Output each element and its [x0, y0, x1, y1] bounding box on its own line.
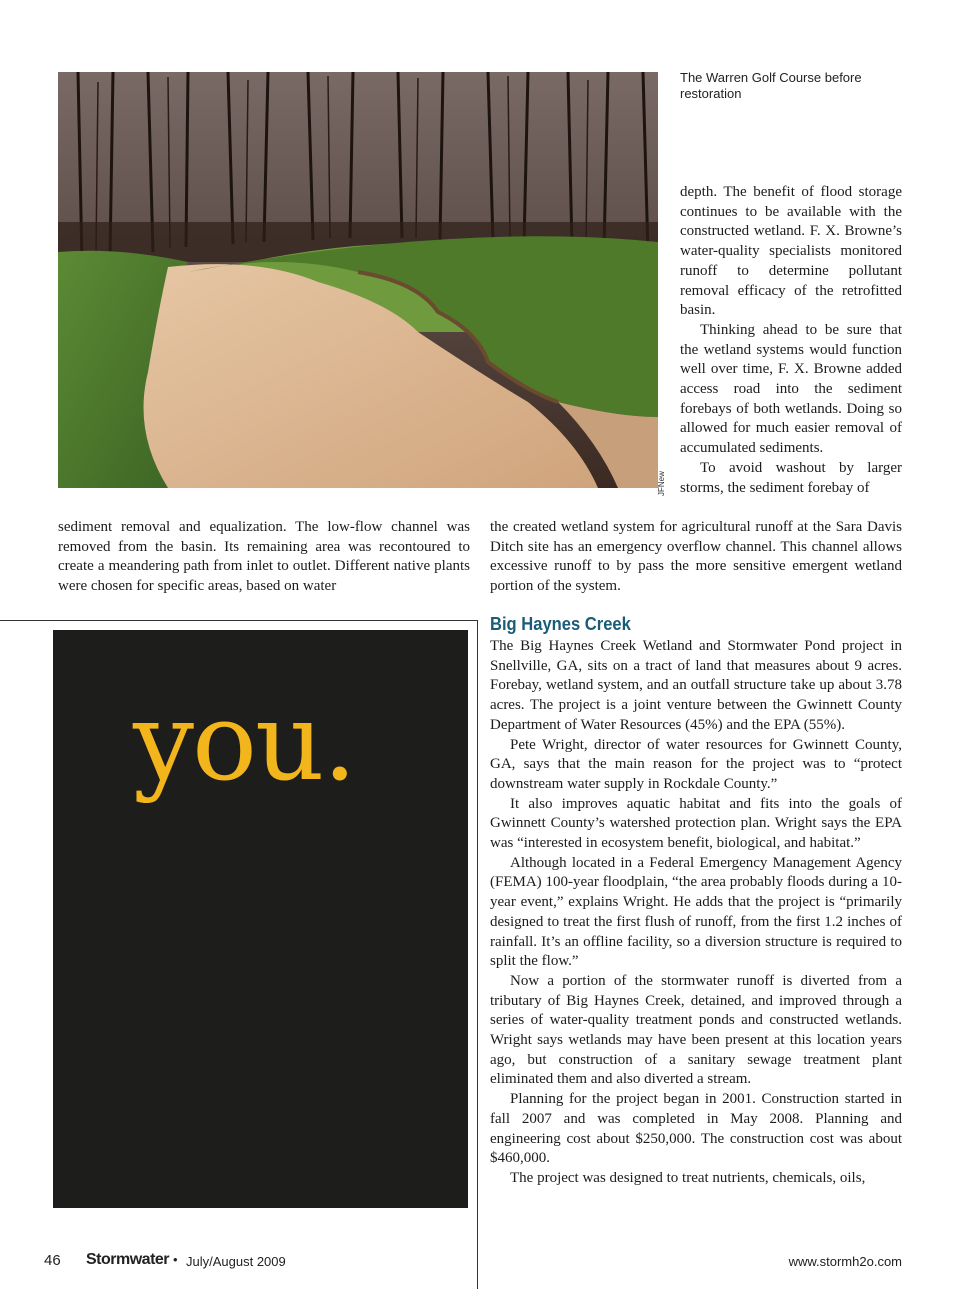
website-url[interactable]: www.stormh2o.com [788, 1254, 902, 1269]
footer-bullet: • [173, 1252, 178, 1267]
advertisement[interactable] [53, 630, 468, 1208]
paragraph: Now a portion of the stormwater runoff is diverted from a tributary of Big Haynes Creek, detained, and improved through a series of water-quality treatment ponds and constructed wetlands. Wright says wetlands may have been present at this location years ago, but construction of a sanitary sewage treatment plant eliminated them and also diverted a stream. [490, 972, 902, 1088]
ad-border-right [477, 620, 478, 1289]
paragraph: Planning for the project began in 2001. Construction started in fall 2007 and was completed in May 2008. Planning and engineering cost about $250,000. The construction cost was about $460,000. [490, 1091, 902, 1167]
ad-headline: you. [133, 680, 355, 805]
article-column-left-top [58, 518, 470, 597]
paragraph: To avoid washout by larger storms, the sediment forebay of [680, 459, 902, 496]
page-footer [44, 1252, 902, 1274]
paragraph: The Big Haynes Creek Wetland and Stormwater Pond project in Snellville, GA, sits on a tract of land that measures about 9 acres. Forebay, wetland system, and an outfall structure take up about 3.78 acres. The project is a joint venture between the Gwinnett County Department of Water Resources (45%) and the EPA (55%). [490, 638, 902, 733]
paragraph: the created wetland system for agricultural runoff at the Sara Davis Ditch site has an emergency overflow channel. This channel allows excessive runoff to by pass the more sensitive emergent wetland portion of the system. [490, 519, 902, 595]
photo-illustration [58, 72, 658, 488]
article-column-right-top [680, 183, 902, 498]
page-number: 46 [44, 1252, 61, 1269]
paragraph: depth. The benefit of flood storage continues to be available with the constructed wetland. F. X. Browne’s water-quality specialists monitored runoff to determine pollutant removal efficacy of the retrofitted basin. [680, 184, 902, 319]
article-column-right-tail [490, 518, 902, 597]
paragraph: sediment removal and equalization. The low-flow channel was removed from the basin. Its remaining area was recontoured to create a meandering path from inlet to outlet. Different native plants were chosen for specific areas, based on water [58, 519, 470, 595]
issue-date: July/August 2009 [186, 1254, 286, 1269]
paragraph: Thinking ahead to be sure that the wetland systems would function well over time, F. X. Browne added access road into the sediment forebays of both wetlands. Doing so allowed for much easier removal of accumulated sediments. [680, 321, 902, 457]
article-column-right-main [490, 637, 902, 1189]
paragraph: The project was designed to treat nutrients, chemicals, oils, [510, 1169, 866, 1186]
section-heading: Big Haynes Creek [490, 614, 631, 634]
golf-course-photo [58, 72, 658, 488]
ad-border-top [0, 620, 478, 621]
photo-caption: The Warren Golf Course before restoration [680, 70, 862, 101]
paragraph: Pete Wright, director of water resources for Gwinnett County, GA, says that the main reason for the project was to “protect downstream water supply in Rockdale County.” [490, 736, 902, 792]
magazine-name: Stormwater [86, 1251, 170, 1268]
paragraph: It also improves aquatic habitat and fits into the goals of Gwinnett County’s watershed protection plan. Wright says the EPA was “interested in ecosystem benefit, biological, and habitat.” [490, 795, 902, 852]
paragraph: Although located in a Federal Emergency Management Agency (FEMA) 100-year floodplain, “the area probably floods during a 10-year event,” explains Wright. He adds that the project is “primarily designed to treat the first flush of runoff, from the first 1.2 inches of rainfall. It’s an offline facility, so a diversion structure is required to split the flow.” [490, 854, 902, 970]
photo-credit: JFNew [657, 471, 666, 496]
